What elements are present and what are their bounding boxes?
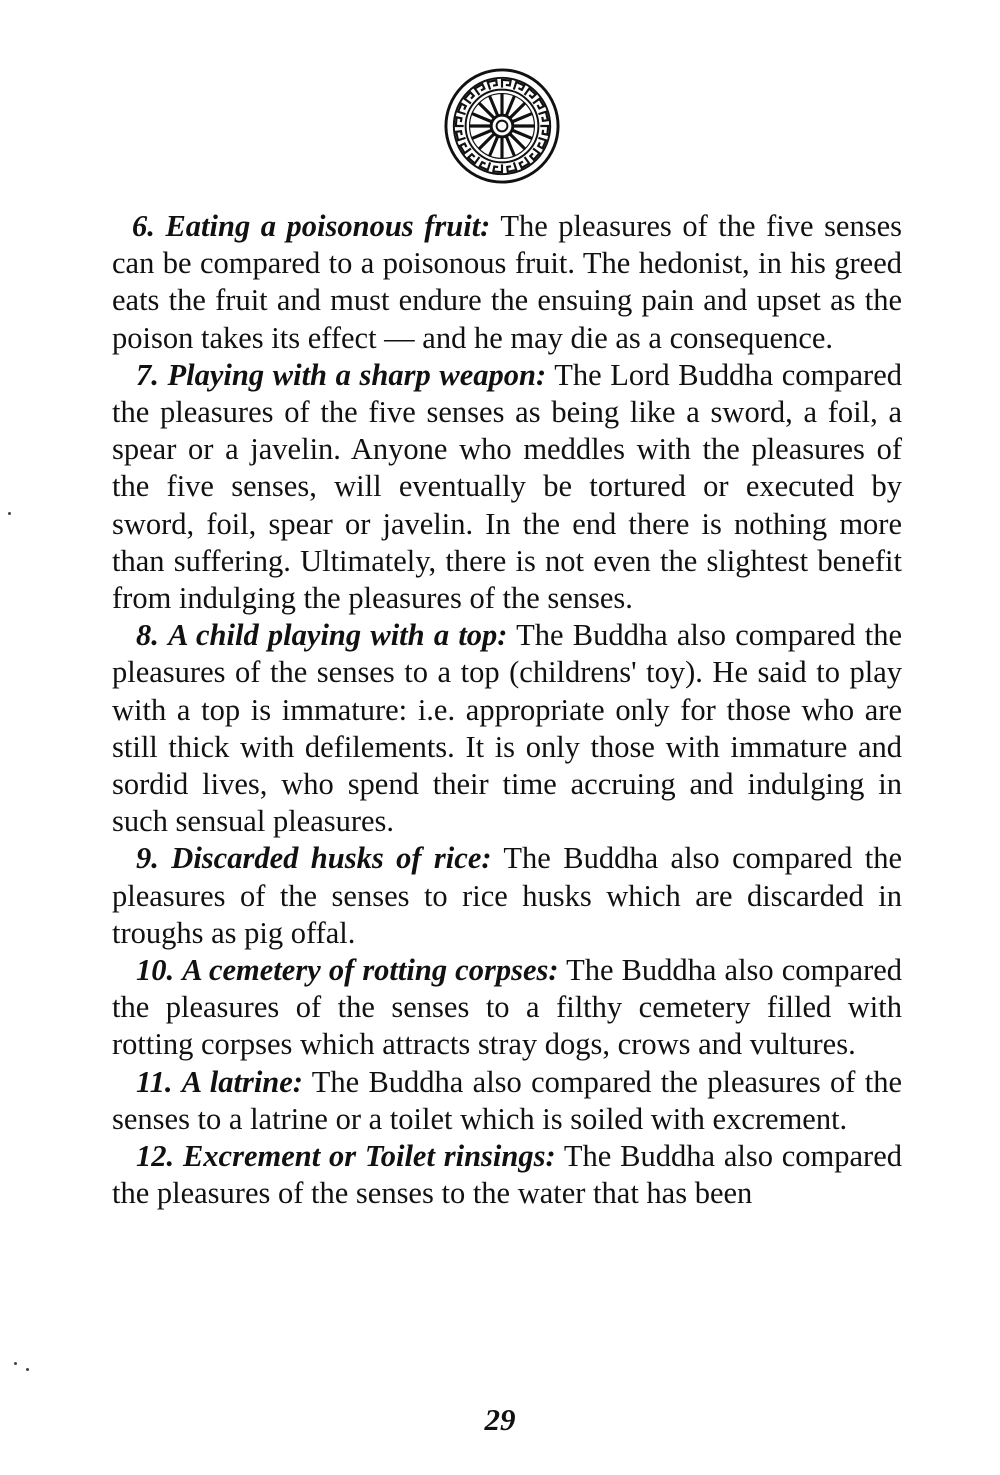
- meander-segment: [538, 112, 547, 121]
- item-body: The Buddha also compared the pleasures of the senses to a latrine or a toilet which is soiled with excrement.: [112, 1064, 903, 1136]
- paragraph-9: [112, 840, 902, 952]
- item-body: The Lord Buddha compared the pleasures of the five senses as being like a sword, a foil, a spear or a javelin. Anyone who meddles with the pleasures of the five senses, will eventually be tortured or executed by sword, foil, spear or javelin. In the end there is nothing more than suffering. Ultimately, there is not even the slightest benefit from indulging the pleasures of the senses.: [112, 357, 902, 616]
- paragraph-6: [112, 208, 902, 357]
- wheel-spoke: [490, 137, 498, 155]
- item-body: The Buddha also compared the pleasures of the senses to rice husks which are discarded in troughs as pig offal.: [112, 841, 902, 950]
- scan-speck: [14, 1362, 17, 1365]
- item-heading: Playing with a sharp weapon:: [167, 357, 547, 392]
- item-heading: A cemetery of rotting corpses:: [182, 953, 559, 988]
- item-number: 7.: [136, 357, 159, 392]
- wheel-spoke: [480, 134, 494, 148]
- item-body: The pleasures of the five senses can be compared to a poisonous fruit. The hedonist, in his greed eats the fruit and must endure the ensuing pain and upset as the poison takes its effect — and he may die as a consequence.: [112, 209, 902, 355]
- wheel-spoke: [480, 104, 494, 118]
- item-heading: Excrement or Toilet rinsings:: [182, 1139, 556, 1174]
- item-number: 9.: [136, 841, 159, 876]
- wheel-spoke: [507, 137, 515, 155]
- meander-segment: [507, 162, 516, 171]
- paragraph-12: [112, 1138, 902, 1212]
- wheel-spoke: [513, 131, 531, 139]
- item-heading: Discarded husks of rice:: [171, 841, 492, 876]
- meander-segment: [493, 164, 502, 172]
- paragraph-7: [112, 357, 902, 617]
- item-number: 10.: [136, 953, 175, 988]
- item-body: The Buddha also compared the pleasures of the senses to a top (childrens' toy). He said to play with a top is immature: i.e. appropriate only for those who are still thick with defilements. It is only those with immature and sordid lives, who spend their time accruing and indulging in such sensual pleasures.: [112, 618, 902, 839]
- paragraph-10: [112, 952, 902, 1064]
- item-number: 11.: [136, 1064, 173, 1099]
- item-number: 8.: [136, 618, 159, 653]
- item-number: 6.: [132, 209, 155, 243]
- meander-segment: [456, 117, 464, 126]
- item-heading: Eating a poisonous fruit:: [165, 209, 491, 243]
- meander-segment: [456, 131, 465, 140]
- item-number: 12.: [136, 1139, 175, 1174]
- wheel-spoke: [473, 114, 491, 122]
- item-heading: A child playing with a top:: [168, 618, 508, 653]
- item-heading: A latrine:: [181, 1064, 303, 1099]
- wheel-spoke: [473, 131, 491, 139]
- meander-segment: [540, 126, 548, 135]
- page-number: 29: [484, 1402, 516, 1437]
- wheel-spoke: [490, 97, 498, 115]
- wheel-spoke: [507, 97, 515, 115]
- scan-speck: [8, 512, 11, 515]
- wheel-spoke: [510, 104, 524, 118]
- paragraph-8: [112, 617, 902, 840]
- main-text: [112, 208, 902, 1212]
- scan-speck: [26, 1368, 29, 1371]
- meander-segment: [502, 80, 511, 88]
- item-body: The Buddha also compared the pleasures of the senses to the water that has been: [112, 1139, 902, 1211]
- item-body: The Buddha also compared the pleasures of the senses to a filthy cemetery filled with rotting corpses which attracts stray dogs, crows and vultures.: [112, 953, 903, 1062]
- wheel-spoke: [510, 134, 524, 148]
- dharma-wheel-icon: [443, 67, 561, 185]
- wheel-spoke: [513, 114, 531, 122]
- meander-segment: [488, 80, 497, 89]
- paragraph-11: [112, 1064, 902, 1138]
